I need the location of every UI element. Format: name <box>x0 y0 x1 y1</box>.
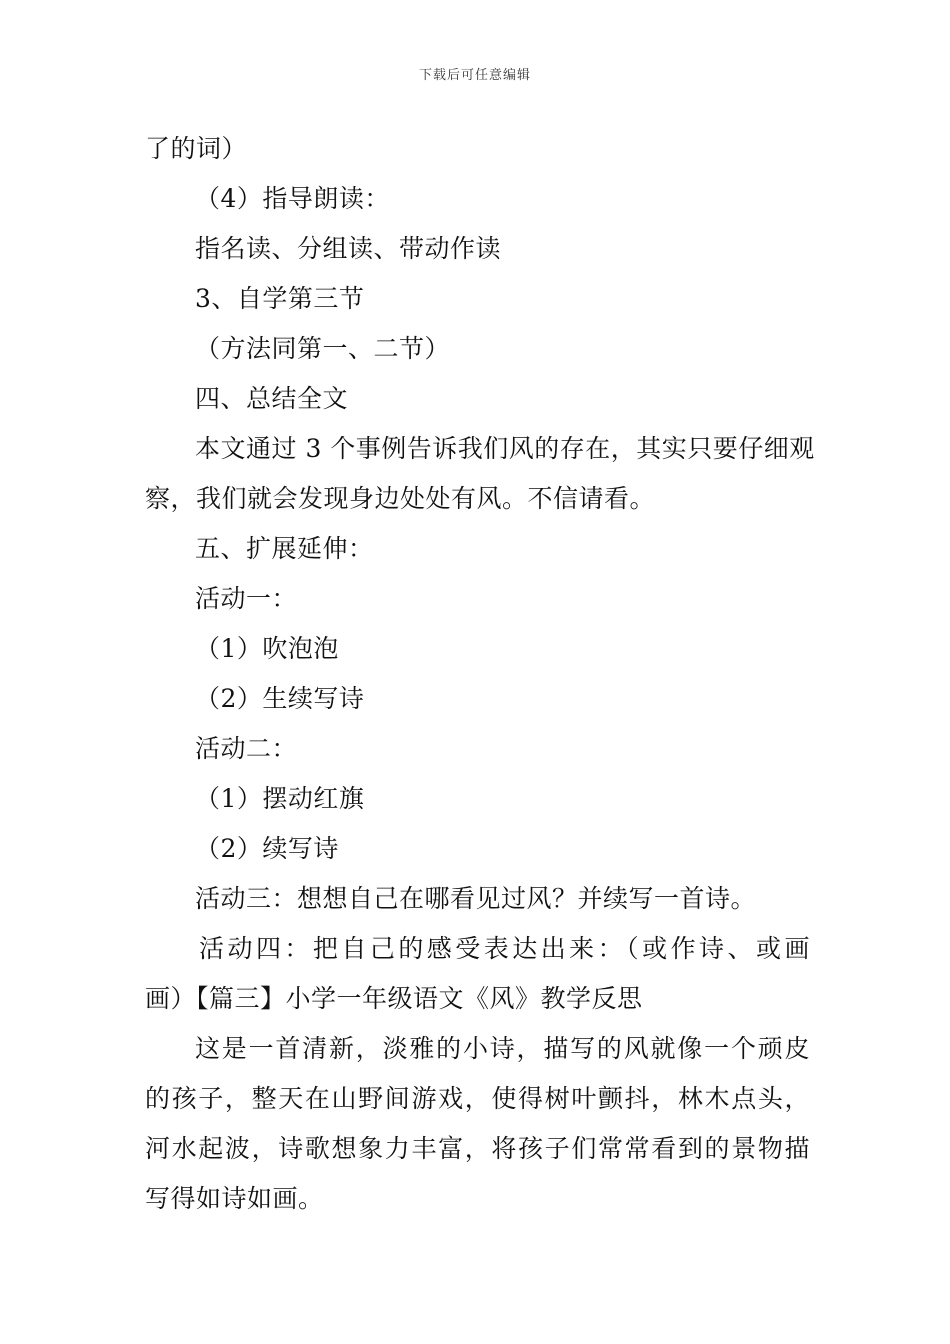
text-line: （1）吹泡泡 <box>195 634 339 663</box>
text-line: 活动四：把自己的感受表达出来：（或作诗、或画 <box>199 934 810 963</box>
text-line: （方法同第一、二节） <box>195 334 451 363</box>
text-line: 活动一： <box>195 584 298 613</box>
text-line: 河水起波，诗歌想象力丰富，将孩子们常常看到的景物描 <box>145 1134 810 1163</box>
page-header: 下载后可任意编辑 <box>418 68 531 83</box>
document-body <box>145 124 815 1224</box>
text-line: 了的词） <box>145 134 248 163</box>
text-line: 活动二： <box>195 734 298 763</box>
text-line: （4）指导朗读： <box>195 184 390 213</box>
text-line: 本文通过 3 个事例告诉我们风的存在，其实只要仔细观 <box>195 434 815 463</box>
text-line: （1）摆动红旗 <box>195 784 365 813</box>
text-line: 3、自学第三节 <box>195 284 365 313</box>
section-heading: 四、总结全文 <box>195 384 349 413</box>
text-line: 写得如诗如画。 <box>145 1184 324 1213</box>
text-line: 的孩子，整天在山野间游戏，使得树叶颤抖，林木点头， <box>145 1084 810 1113</box>
text-line: 指名读、分组读、带动作读 <box>195 234 502 263</box>
text-line: 这是一首清新，淡雅的小诗，描写的风就像一个顽皮 <box>195 1034 810 1063</box>
text-line: 察，我们就会发现身边处处有风。不信请看。 <box>145 484 656 513</box>
text-line: （2）生续写诗 <box>195 684 365 713</box>
text-line: 画）【篇三】小学一年级语文《风》教学反思 <box>145 984 643 1013</box>
section-heading: 五、扩展延伸： <box>195 534 374 563</box>
text-line: 活动三：想想自己在哪看见过风？并续写一首诗。 <box>195 884 757 913</box>
text-line: （2）续写诗 <box>195 834 339 863</box>
